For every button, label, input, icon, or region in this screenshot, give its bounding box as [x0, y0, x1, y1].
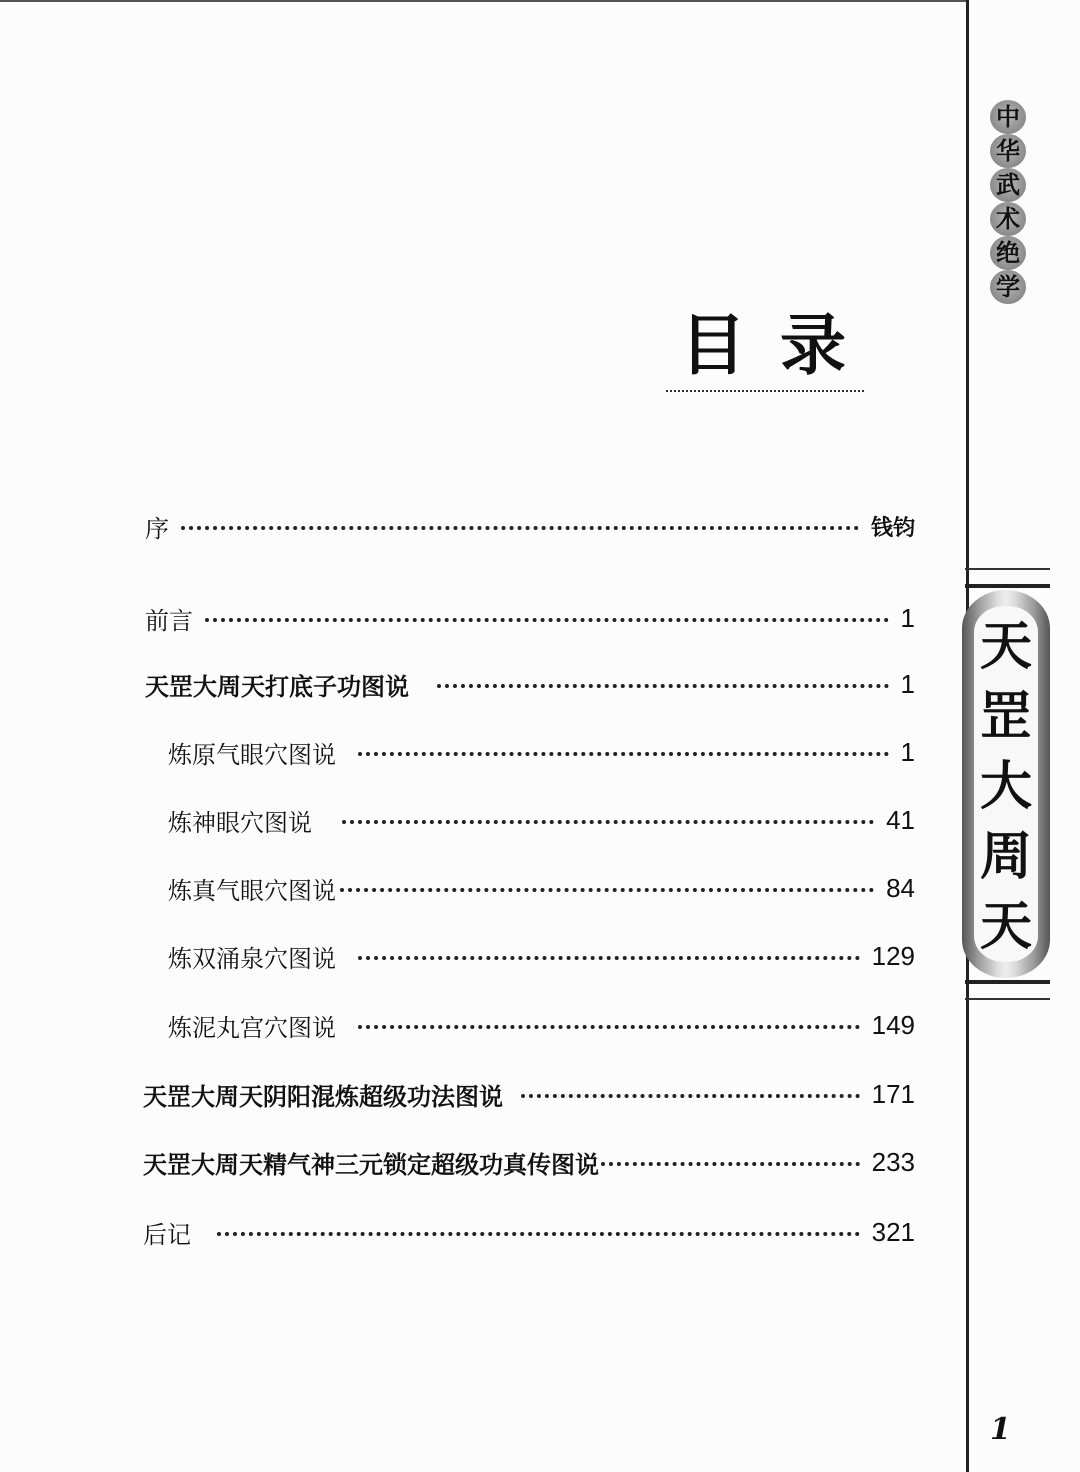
toc-entry-preface[interactable] [145, 506, 915, 546]
toc-leader-dots [205, 618, 889, 622]
toc-label: 炼双涌泉穴图说 [168, 944, 336, 973]
top-border-line [0, 0, 968, 2]
toc-page: 1 [900, 602, 915, 633]
toc-label: 天罡大周天精气神三元锁定超级功真传图说 [143, 1150, 599, 1179]
toc-entry-afterword[interactable] [143, 1212, 915, 1252]
book-title [974, 612, 1038, 962]
toc-leader-dots [437, 684, 889, 688]
series-title-char: 术 [990, 202, 1026, 236]
toc-label: 炼原气眼穴图说 [168, 740, 336, 769]
toc-leader-dots [181, 526, 859, 530]
toc-label: 天罡大周天阴阳混炼超级功法图说 [143, 1082, 503, 1111]
toc-leader-dots [601, 1162, 860, 1166]
book-title-char: 天 [979, 897, 1032, 957]
toc-page: 233 [871, 1146, 915, 1177]
title-underline [666, 390, 864, 392]
book-title-char: 周 [979, 827, 1032, 887]
toc-page: 1 [900, 736, 915, 767]
toc-page: 129 [871, 940, 915, 971]
toc-entry-chapter[interactable] [143, 1142, 915, 1182]
toc-entry-section[interactable] [168, 800, 915, 840]
series-title-char: 武 [990, 168, 1026, 202]
toc-entry-chapter[interactable] [145, 664, 915, 704]
page-title: 目录 [680, 306, 880, 384]
toc-page: 171 [871, 1078, 915, 1109]
toc-leader-dots [342, 820, 874, 824]
toc-page: 149 [871, 1009, 915, 1040]
toc-label: 炼泥丸宫穴图说 [168, 1013, 336, 1042]
toc-leader-dots [358, 752, 889, 756]
series-title [990, 100, 1030, 304]
series-title-char: 中 [990, 100, 1026, 134]
toc-page: 1 [900, 668, 915, 699]
toc-label: 炼真气眼穴图说 [168, 876, 336, 905]
toc-label: 前言 [145, 606, 193, 635]
series-title-char: 绝 [990, 236, 1026, 270]
series-title-char: 华 [990, 134, 1026, 168]
toc-entry-section[interactable] [168, 732, 915, 772]
toc-leader-dots [340, 888, 874, 892]
toc-entry-foreword[interactable] [145, 598, 915, 638]
toc-label: 天罡大周天打底子功图说 [145, 672, 409, 701]
book-title-band-bottom [965, 980, 1050, 1000]
toc-leader-dots [521, 1094, 860, 1098]
toc-entry-section[interactable] [168, 936, 915, 976]
toc-label: 序 [145, 514, 169, 543]
book-title-char: 天 [979, 617, 1032, 677]
toc-page: 321 [871, 1216, 915, 1247]
page-number: 1 [990, 1412, 1011, 1447]
toc-entry-chapter[interactable] [143, 1074, 915, 1114]
series-title-char: 学 [990, 270, 1026, 304]
toc-page: 钱钧 [870, 514, 915, 541]
toc-leader-dots [358, 956, 860, 960]
toc-label: 后记 [143, 1220, 191, 1249]
toc-entry-section[interactable] [168, 868, 915, 908]
toc-leader-dots [358, 1025, 860, 1029]
toc-leader-dots [217, 1232, 860, 1236]
toc-page: 84 [886, 872, 915, 903]
book-title-band-top [965, 568, 1050, 588]
toc-entry-section[interactable] [168, 1005, 915, 1045]
toc-label: 炼神眼穴图说 [168, 808, 312, 837]
book-title-char: 罡 [979, 687, 1032, 747]
toc-page: 41 [886, 804, 915, 835]
book-title-char: 大 [979, 757, 1032, 817]
